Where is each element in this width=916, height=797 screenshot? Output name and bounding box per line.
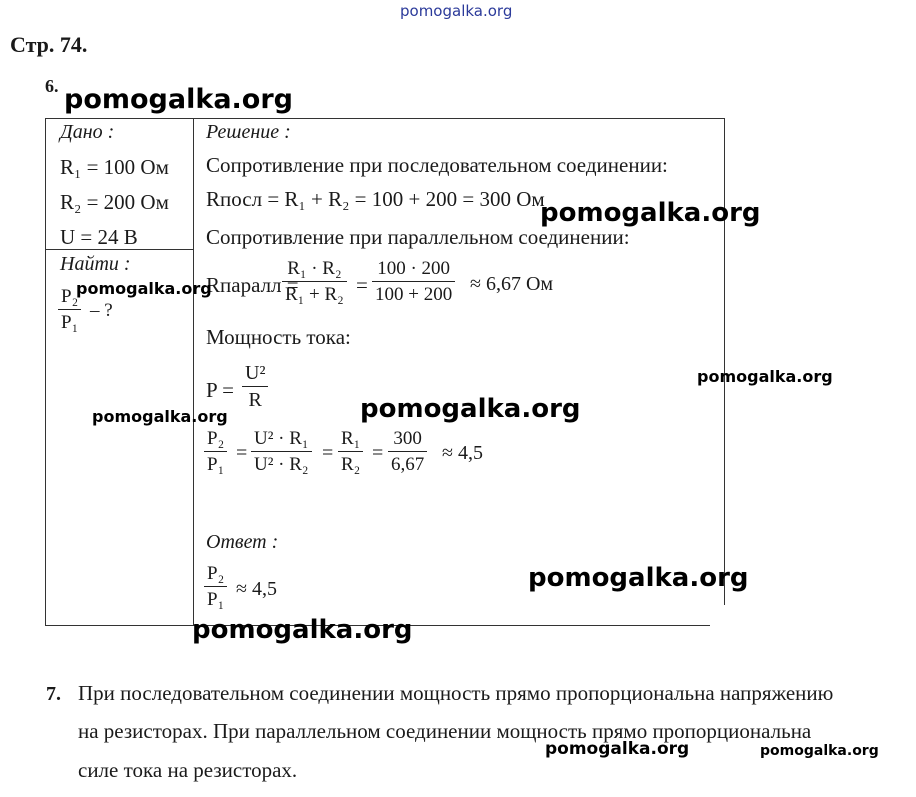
ratio-fraction-3: $\frac{\text{R₁}}{\text{R₂}}$ xyxy=(338,428,363,476)
series-formula: Rпосл = R₁ + R₂ = 100 + 200 = 300 Ом xyxy=(206,187,545,211)
watermark-logo: pomogalka.org xyxy=(92,407,228,426)
parallel-fraction-symbolic: $\frac{\text{R₁ · R₂}}{\text{R₁ + R₂}}$ xyxy=(282,258,347,306)
parallel-lhs: Rпаралл = xyxy=(206,273,299,297)
power-lhs: P = xyxy=(206,378,234,402)
series-text: Сопротивление при последовательном соединении: xyxy=(206,153,668,177)
watermark-top: pomogalka.org xyxy=(400,2,513,20)
equals-sign: = xyxy=(322,442,334,464)
find-suffix: – ? xyxy=(90,300,113,321)
problem-7-number: 7. xyxy=(46,683,61,705)
parallel-fraction-numeric: $\frac{100 \cdot 200}{100 + 200}$ xyxy=(372,258,455,306)
given-label: Дано : xyxy=(60,121,115,143)
table-right-border xyxy=(724,118,725,605)
table-top-border xyxy=(45,118,725,119)
parallel-text: Сопротивление при параллельном соединении: xyxy=(206,225,630,249)
ratio-result: ≈ 4,5 xyxy=(442,442,483,464)
find-label: Найти : xyxy=(60,253,131,275)
watermark-logo: pomogalka.org xyxy=(76,279,212,298)
ratio-fraction-4: $\frac{300}{6,67}$ xyxy=(388,428,427,476)
equals-sign: = xyxy=(356,273,368,297)
find-fraction: $\frac{\text{P₂}}{\text{P₁}}$ xyxy=(58,286,81,334)
watermark-logo: pomogalka.org xyxy=(192,615,413,645)
power-fraction: $\frac{\text{U²}}{R}$ xyxy=(242,362,268,412)
answer-fraction: $\frac{\text{P₂}}{\text{P₁}}$ xyxy=(204,563,227,611)
given-r2: R₂ = 200 Ом xyxy=(60,190,169,214)
problem-7-line-3: силе тока на резисторах. xyxy=(78,758,298,782)
parallel-result: ≈ 6,67 Ом xyxy=(470,273,554,295)
watermark-logo: pomogalka.org xyxy=(760,743,879,759)
answer-result: ≈ 4,5 xyxy=(236,578,277,600)
given-u: U = 24 В xyxy=(60,225,138,249)
ratio-fraction-2: $\frac{\text{U² · R₁}}{\text{U² · R₂}}$ xyxy=(251,428,312,476)
problem-7-line-2: на резисторах. При параллельном соединении мощность прямо пропорциональна xyxy=(78,719,812,743)
watermark-logo: pomogalka.org xyxy=(360,394,581,424)
watermark-logo: pomogalka.org xyxy=(64,84,293,115)
equals-sign: = xyxy=(236,442,248,464)
given-r1: R₁ = 100 Ом xyxy=(60,155,169,179)
solution-label: Решение : xyxy=(206,121,291,143)
watermark-logo: pomogalka.org xyxy=(528,563,749,593)
equals-sign: = xyxy=(372,442,384,464)
ratio-fraction-1: $\frac{\text{P₂}}{\text{P₁}}$ xyxy=(204,428,227,476)
watermark-logo: pomogalka.org xyxy=(697,367,833,386)
problem-6-number: 6. xyxy=(45,76,59,96)
table-left-border xyxy=(45,118,46,625)
power-text: Мощность тока: xyxy=(206,325,351,349)
problem-7-line-1: При последовательном соединении мощность прямо пропорциональна напряжению xyxy=(78,681,834,705)
answer-label: Ответ : xyxy=(206,531,279,553)
page-header: Стр. 74. xyxy=(10,32,88,57)
table-column-divider xyxy=(193,118,194,625)
watermark-logo: pomogalka.org xyxy=(540,198,761,228)
watermark-logo: pomogalka.org xyxy=(545,739,690,759)
